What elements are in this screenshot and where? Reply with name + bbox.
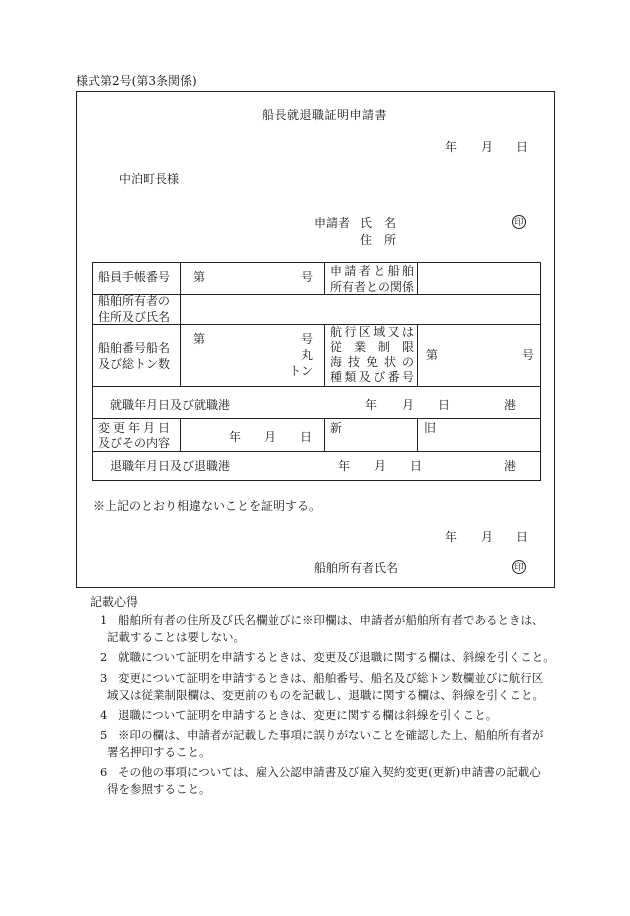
area-go: 号 — [522, 348, 535, 362]
note-6-num: 6 — [100, 765, 108, 779]
applicant-label: 申請者 — [314, 216, 351, 230]
date-day: 日 — [516, 140, 529, 154]
owner-name-label: 船舶所有者氏名 — [314, 561, 399, 575]
seaman-book-dai: 第 — [193, 270, 206, 284]
ship-label-2: 及び総トン数 — [98, 357, 171, 371]
note-6-line2: 得を参照すること。 — [107, 782, 211, 796]
retirement-label: 退職年月日及び退職港 — [110, 459, 231, 473]
ship-go: 号 — [301, 332, 314, 346]
cert-date-day: 日 — [516, 530, 529, 544]
note-6-line1: その他の事項については、雇入公認申請書及び雇入契約変更(更新)申請書の記載心 — [118, 765, 541, 779]
ship-ton: トン — [289, 364, 314, 378]
change-old-label: 旧 — [424, 421, 437, 435]
retirement-port: 港 — [504, 459, 517, 473]
applicant-name-label: 氏 名 — [360, 216, 397, 230]
area-label-3: 海技免状の — [330, 355, 414, 369]
certification-text: ※上記のとおり相違ないことを証明する。 — [93, 499, 322, 513]
owner-label-2: 住所及び氏名 — [98, 310, 171, 324]
form-number: 様式第2号(第3条関係) — [76, 74, 197, 88]
note-4-num: 4 — [100, 708, 108, 722]
area-dai: 第 — [426, 348, 439, 362]
retirement-day: 日 — [410, 459, 423, 473]
area-label-1: 航行区域又は — [330, 325, 414, 339]
cert-date-year: 年 — [445, 530, 458, 544]
owner-value[interactable] — [182, 296, 540, 323]
note-1-line2: 記載することは要しない。 — [107, 630, 245, 644]
retirement-year: 年 — [338, 459, 351, 473]
area-label-4: 種類及び番号 — [330, 370, 414, 384]
change-new-label: 新 — [330, 421, 343, 435]
note-3-line2: 域又は従業制限欄は、変更前のものを記載し、退職に関する欄は、斜線を引くこと。 — [107, 688, 544, 702]
employment-label: 就職年月日及び就職港 — [110, 398, 231, 412]
note-5-line1: ※印の欄は、申請者が記載した事項に誤りがないことを確認した上、船舶所有者が — [118, 728, 544, 742]
employment-month: 月 — [402, 398, 415, 412]
note-2-num: 2 — [100, 650, 108, 664]
note-4-line1: 退職について証明を申請するときは、変更に関する欄は斜線を引くこと。 — [118, 708, 498, 722]
employment-port: 港 — [504, 398, 517, 412]
change-label-1: 変更年月日 — [98, 421, 170, 435]
relation-label-1: 申請者と船舶 — [330, 264, 414, 278]
change-day: 日 — [300, 430, 313, 444]
applicant-address-label: 住 所 — [360, 233, 397, 247]
change-label-2: 及びその内容 — [98, 436, 171, 450]
addressee: 中泊町長様 — [119, 172, 180, 186]
date-year: 年 — [445, 140, 458, 154]
applicant-seal-icon: 印 — [512, 215, 526, 229]
form-title: 船長就退職証明申請書 — [262, 108, 388, 122]
notes-heading: 記載心得 — [90, 595, 139, 609]
seaman-book-go: 号 — [301, 270, 314, 284]
ship-dai: 第 — [193, 332, 206, 346]
seaman-book-label: 船員手帳番号 — [98, 270, 171, 284]
note-1-line1: 船舶所有者の住所及び氏名欄並びに※印欄は、申請者が船舶所有者であるときは、 — [118, 613, 544, 627]
relation-value[interactable] — [418, 264, 540, 294]
retirement-month: 月 — [374, 459, 387, 473]
note-1-num: 1 — [100, 613, 108, 627]
owner-seal-icon: 印 — [512, 560, 526, 574]
cert-date-month: 月 — [481, 530, 494, 544]
note-5-line2: 署名押印すること。 — [107, 745, 211, 759]
note-3-num: 3 — [100, 671, 108, 685]
change-month: 月 — [264, 430, 277, 444]
note-3-line1: 変更について証明を申請するときは、船舶番号、船名及び総トン数欄並びに航行区 — [118, 671, 544, 685]
relation-label-2: 所有者との関係 — [330, 280, 415, 294]
area-label-2: 従業制限 — [330, 340, 414, 354]
owner-label-1: 船舶所有者の — [98, 294, 171, 308]
note-2-line1: 就職について証明を申請するときは、変更及び退職に関する欄は、斜線を引くこと。 — [118, 650, 555, 664]
employment-year: 年 — [365, 398, 378, 412]
employment-day: 日 — [438, 398, 451, 412]
ship-label-1: 船舶番号船名 — [98, 341, 171, 355]
note-5-num: 5 — [100, 728, 108, 742]
ship-maru: 丸 — [301, 348, 314, 362]
date-month: 月 — [481, 140, 494, 154]
change-year: 年 — [229, 430, 242, 444]
